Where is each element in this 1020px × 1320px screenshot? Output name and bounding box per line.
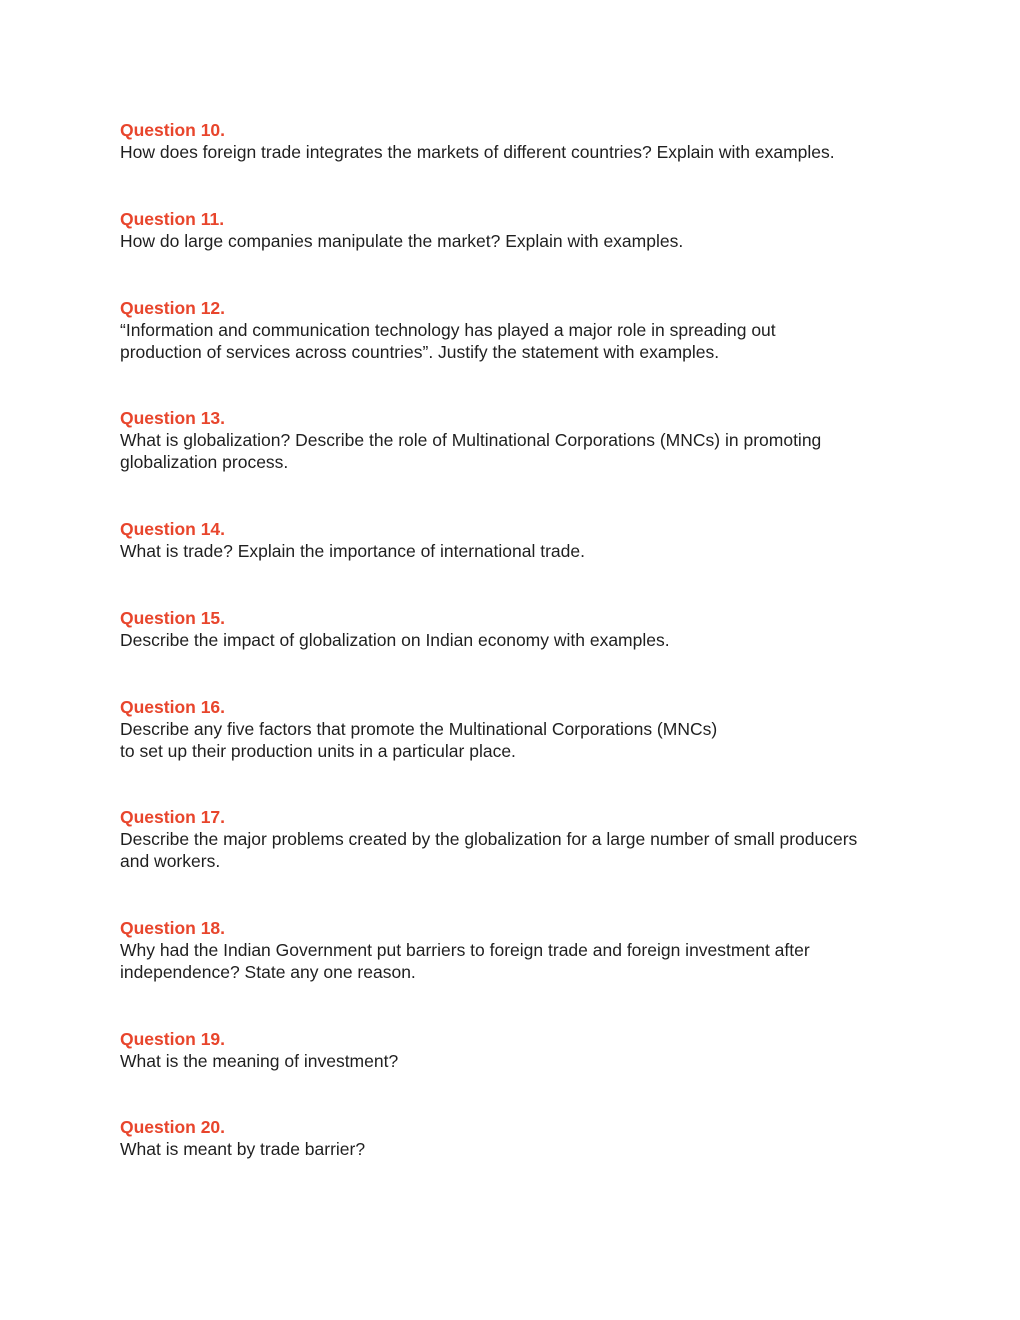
question-line: What is globalization? Describe the role of Multinational Corporations (MNCs) in promoting bbox=[120, 430, 822, 450]
question-20 bbox=[120, 1116, 920, 1160]
question-title: Question 14. bbox=[120, 519, 226, 539]
question-17 bbox=[120, 806, 920, 872]
question-line: Describe any five factors that promote the Multinational Corporations (MNCs) bbox=[120, 719, 718, 739]
question-title: Question 12. bbox=[120, 298, 226, 318]
question-line: What is the meaning of investment? bbox=[120, 1051, 399, 1071]
question-text bbox=[120, 141, 920, 163]
question-line: to set up their production units in a particular place. bbox=[120, 741, 516, 761]
question-title: Question 11. bbox=[120, 209, 225, 229]
question-line: What is trade? Explain the importance of international trade. bbox=[120, 541, 585, 561]
question-text bbox=[120, 540, 920, 562]
question-title: Question 13. bbox=[120, 408, 226, 428]
question-18 bbox=[120, 917, 920, 983]
question-text bbox=[120, 718, 920, 762]
question-line: Describe the impact of globalization on Indian economy with examples. bbox=[120, 630, 670, 650]
question-line: Describe the major problems created by the globalization for a large number of small producers bbox=[120, 829, 858, 849]
question-line: What is meant by trade barrier? bbox=[120, 1139, 366, 1159]
question-text bbox=[120, 939, 920, 983]
question-16 bbox=[120, 696, 920, 762]
question-13 bbox=[120, 407, 920, 473]
question-19 bbox=[120, 1028, 920, 1072]
question-line: How does foreign trade integrates the markets of different countries? Explain with examples. bbox=[120, 142, 835, 162]
question-text bbox=[120, 629, 920, 651]
question-text bbox=[120, 1138, 920, 1160]
question-line: Why had the Indian Government put barriers to foreign trade and foreign investment after bbox=[120, 940, 810, 960]
question-11 bbox=[120, 208, 920, 252]
question-line: independence? State any one reason. bbox=[120, 962, 416, 982]
question-title: Question 10. bbox=[120, 120, 226, 140]
question-text bbox=[120, 1050, 920, 1072]
question-12 bbox=[120, 297, 920, 363]
question-text bbox=[120, 230, 920, 252]
question-title: Question 17. bbox=[120, 807, 226, 827]
question-line: and workers. bbox=[120, 851, 221, 871]
question-14 bbox=[120, 518, 920, 562]
question-line: production of services across countries”. Justify the statement with examples. bbox=[120, 342, 720, 362]
question-text bbox=[120, 429, 920, 473]
question-title: Question 19. bbox=[120, 1029, 226, 1049]
question-title: Question 16. bbox=[120, 697, 226, 717]
question-title: Question 18. bbox=[120, 918, 226, 938]
question-title: Question 15. bbox=[120, 608, 226, 628]
question-10 bbox=[120, 119, 920, 163]
question-line: “Information and communication technology has played a major role in spreading out bbox=[120, 320, 776, 340]
question-text bbox=[120, 319, 920, 363]
question-line: globalization process. bbox=[120, 452, 289, 472]
question-15 bbox=[120, 607, 920, 651]
question-line: How do large companies manipulate the market? Explain with examples. bbox=[120, 231, 684, 251]
question-title: Question 20. bbox=[120, 1117, 226, 1137]
question-text bbox=[120, 828, 920, 872]
